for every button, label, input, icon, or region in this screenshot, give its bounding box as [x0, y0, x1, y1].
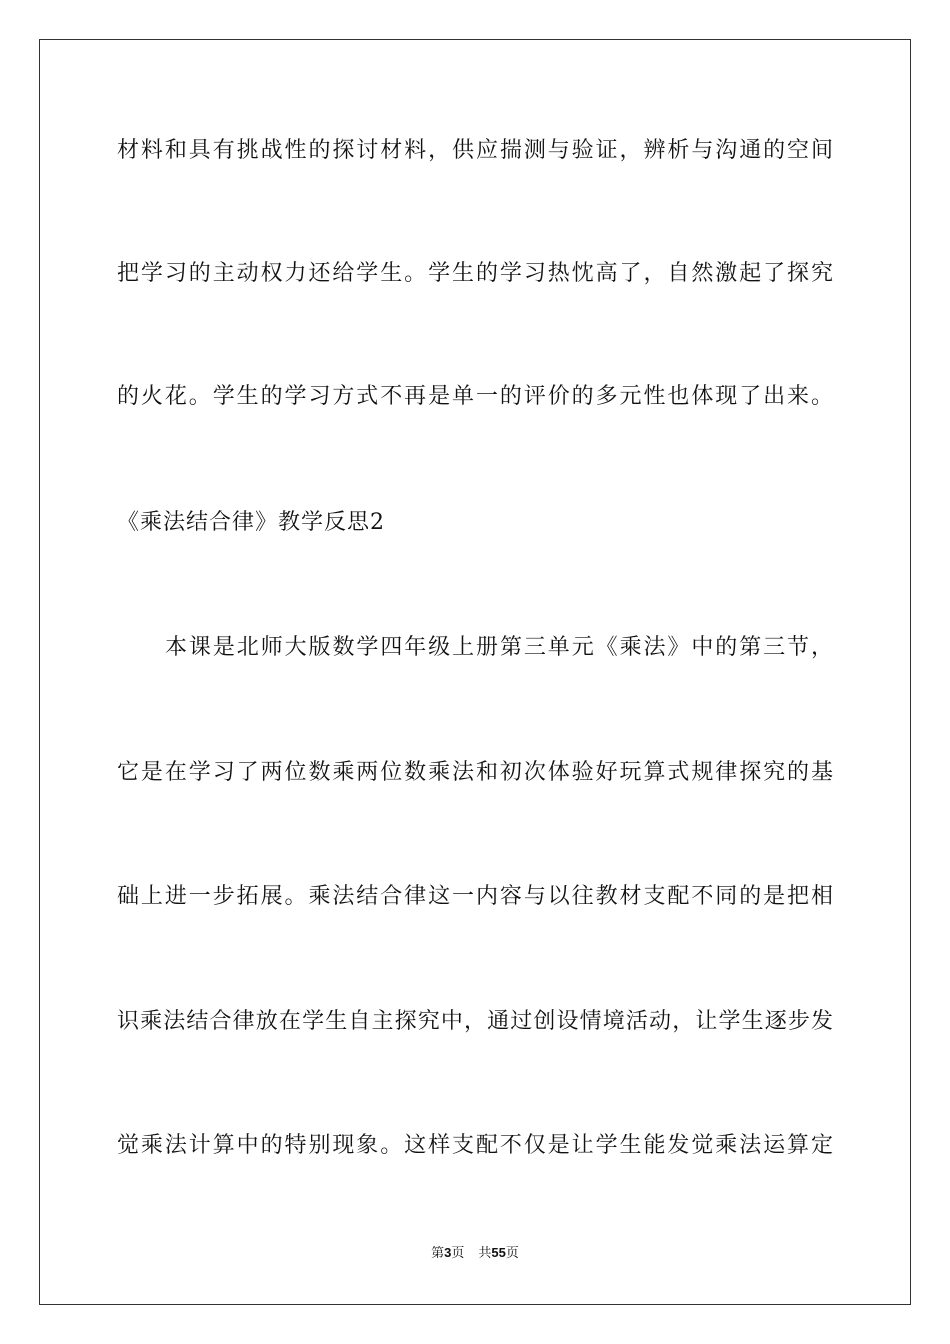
page-border [39, 39, 911, 1305]
footer-page-prefix: 第 [431, 1246, 445, 1261]
section-title: 《乘法结合律》教学反思2 [117, 510, 385, 535]
paragraph-line: 识乘法结合律放在学生自主探究中，通过创设情境活动，让学生逐步发 [117, 1009, 833, 1034]
paragraph-line: 本课是北师大版数学四年级上册第三单元《乘法》中的第三节， [165, 635, 833, 660]
page-footer [0, 1244, 950, 1263]
footer-page-number: 3 [444, 1245, 452, 1260]
paragraph-line: 把学习的主动权力还给学生。学生的学习热忱高了，自然激起了探究 [117, 261, 833, 286]
paragraph-line: 的火花。学生的学习方式不再是单一的评价的多元性也体现了出来。 [117, 384, 833, 409]
footer-total-suffix: 页 [505, 1246, 519, 1261]
paragraph-line: 础上进一步拓展。乘法结合律这一内容与以往教材支配不同的是把相 [117, 884, 833, 909]
footer-page-suffix: 页 [451, 1246, 465, 1261]
paragraph-line: 材料和具有挑战性的探讨材料，供应揣测与验证，辨析与沟通的空间 [117, 138, 833, 163]
paragraph-line: 觉乘法计算中的特别现象。这样支配不仅是让学生能发觉乘法运算定 [117, 1133, 833, 1158]
footer-total-pages: 55 [491, 1245, 506, 1260]
paragraph-line: 它是在学习了两位数乘两位数乘法和初次体验好玩算式规律探究的基 [117, 760, 833, 785]
footer-total-prefix: 共 [478, 1246, 492, 1261]
